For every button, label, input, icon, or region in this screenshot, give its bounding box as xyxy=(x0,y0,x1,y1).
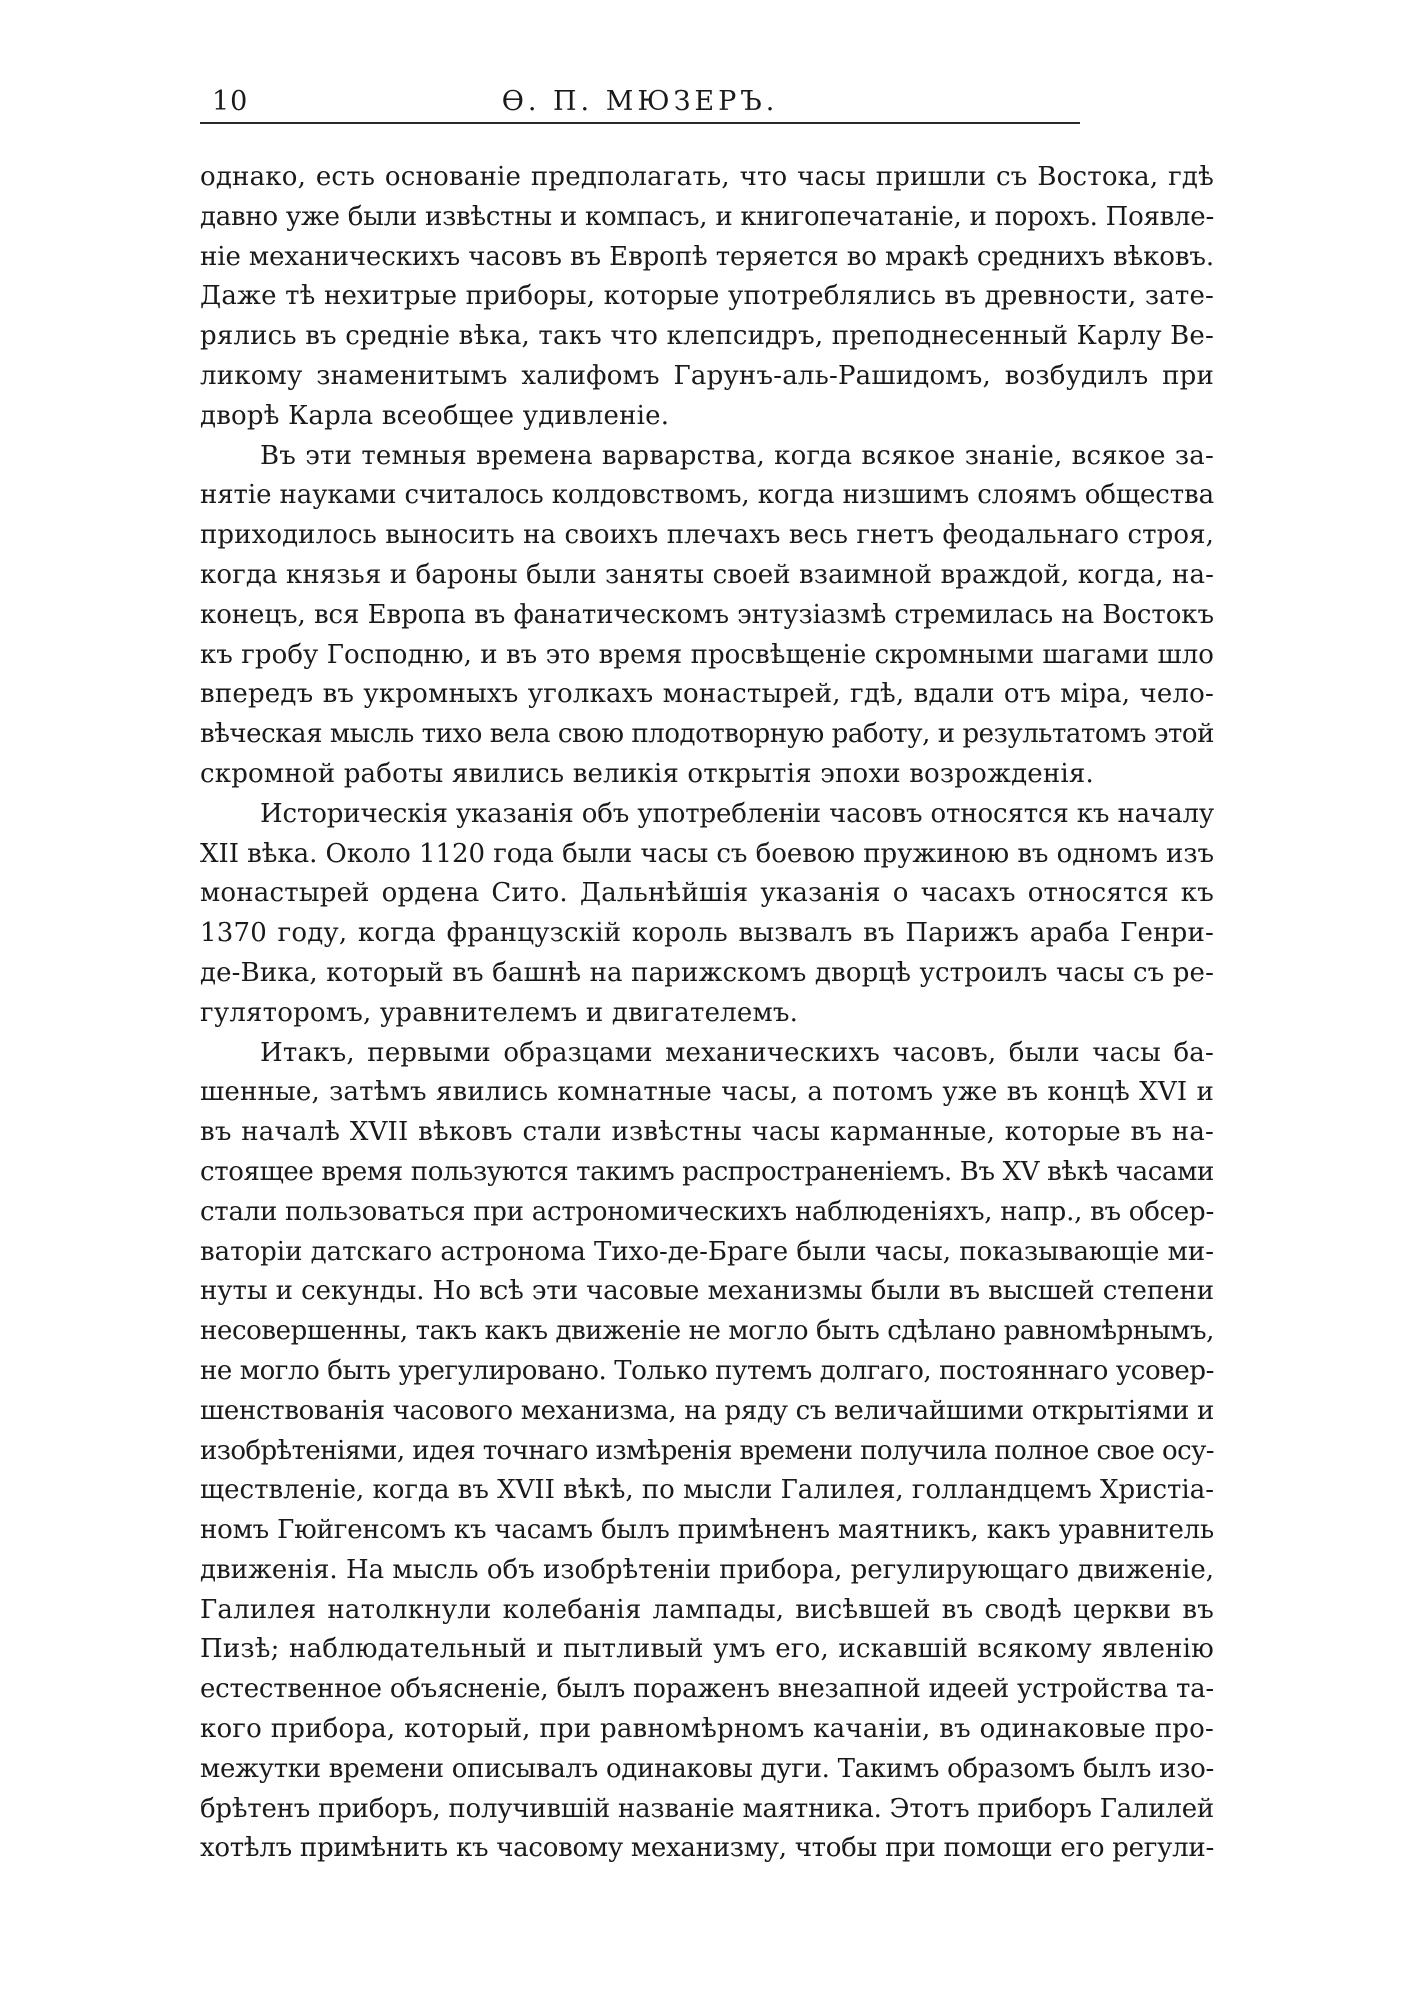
text-line: Въ эти темныя времена варварства, когда всякое знаніе, всякое за- xyxy=(260,440,1214,471)
text-line: рялись въ средніе вѣка, такъ что клепсидръ, преподнесенный Карлу Ве- xyxy=(200,321,1214,352)
paragraph-1 xyxy=(200,158,1214,437)
text-line: Итакъ, первыми образцами механическихъ часовъ, были часы ба- xyxy=(260,1037,1214,1068)
text-line: стали пользоваться при астрономическихъ наблюденіяхъ, напр., въ обсер- xyxy=(200,1196,1214,1227)
text-line: впередъ въ укромныхъ уголкахъ монастырей, гдѣ, вдали отъ міра, чело- xyxy=(200,679,1214,710)
page-header xyxy=(200,82,1080,124)
text-line: ніе механическихъ часовъ въ Европѣ теряется во мракѣ среднихъ вѣковъ. xyxy=(200,241,1214,272)
text-line: ществленіе, когда въ XVII вѣкѣ, по мысли Галилея, голландцемъ Христіа- xyxy=(200,1475,1214,1506)
text-line: ваторіи датскаго астронома Тихо-де-Браге были часы, показывающіе ми- xyxy=(200,1236,1214,1267)
text-line: къ гробу Господню, и въ это время просвѣщеніе скромными шагами шло xyxy=(200,639,1214,670)
text-line: однако, есть основаніе предполагать, что часы пришли съ Востока, гдѣ xyxy=(200,162,1214,192)
text-body xyxy=(200,158,1214,1869)
paragraph-3 xyxy=(200,795,1214,1034)
text-line: естественное объясненіе, былъ пораженъ внезапной идеей устройства та- xyxy=(200,1674,1214,1705)
running-title: Ѳ. П. МЮЗЕРЪ. xyxy=(501,86,779,117)
paragraph-2 xyxy=(200,437,1214,795)
text-line: шенствованія часового механизма, на ряду съ величайшими открытіями и xyxy=(200,1395,1214,1426)
text-line: приходилось выносить на своихъ плечахъ весь гнетъ феодальнаго строя, xyxy=(200,520,1214,551)
paragraph-4 xyxy=(200,1034,1214,1870)
text-line: 1370 году, когда французскій король вызвалъ въ Парижъ араба Генри- xyxy=(200,918,1214,949)
text-line: номъ Гюйгенсомъ къ часамъ былъ примѣненъ маятникъ, какъ уравнитель xyxy=(200,1515,1214,1546)
text-line: нятіе науками считалось колдовствомъ, когда низшимъ слоямъ общества xyxy=(200,480,1214,511)
text-line: давно уже были извѣстны и компасъ, и книгопечатаніе, и порохъ. Появле- xyxy=(200,201,1214,232)
text-line: монастырей ордена Сито. Дальнѣйшія указанія о часахъ относятся къ xyxy=(200,878,1214,909)
text-line: несовершенны, такъ какъ движеніе не могло быть сдѣлано равномѣрнымъ, xyxy=(200,1316,1214,1347)
text-line: въ началѣ XVII вѣковъ стали извѣстны часы карманные, которые въ на- xyxy=(200,1117,1214,1148)
text-line: скромной работы явились великія открытія эпохи возрожденія. xyxy=(200,758,1094,789)
text-line: де-Вика, который въ башнѣ на парижскомъ дворцѣ устроилъ часы съ ре- xyxy=(200,957,1214,988)
text-line: изобрѣтеніями, идея точнаго измѣренія времени получила полное свое осу- xyxy=(200,1435,1214,1466)
text-line: стоящее время пользуются такимъ распространеніемъ. Въ XV вѣкѣ часами xyxy=(200,1156,1214,1187)
text-line: вѣческая мысль тихо вела свою плодотворную работу, и результатомъ этой xyxy=(200,719,1214,750)
text-line: не могло быть урегулировано. Только путемъ долгаго, постояннаго усовер- xyxy=(200,1355,1214,1386)
text-line: когда князья и бароны были заняты своей взаимной враждой, когда, на- xyxy=(200,559,1214,590)
text-line: хотѣлъ примѣнить къ часовому механизму, чтобы при помощи его регули- xyxy=(200,1833,1214,1864)
text-line: нуты и секунды. Но всѣ эти часовые механизмы были въ высшей степени xyxy=(200,1276,1214,1307)
text-line: межутки времени описывалъ одинаковы дуги. Такимъ образомъ былъ изо- xyxy=(200,1753,1214,1784)
text-line: гуляторомъ, уравнителемъ и двигателемъ. xyxy=(200,997,799,1028)
text-line: кого прибора, который, при равномѣрномъ качаніи, въ одинаковые про- xyxy=(200,1714,1214,1745)
text-line: Даже тѣ нехитрые приборы, которые употреблялись въ древности, зате- xyxy=(200,281,1214,312)
text-line: движенія. На мысль объ изобрѣтеніи прибора, регулирующаго движеніе, xyxy=(200,1554,1214,1585)
text-line: брѣтенъ приборъ, получившій названіе маятника. Этотъ приборъ Галилей xyxy=(200,1793,1214,1824)
text-line: дворѣ Карла всеобщее удивленіе. xyxy=(200,400,670,431)
text-line: ликому знаменитымъ халифомъ Гарунъ-аль-Рашидомъ, возбудилъ при xyxy=(200,360,1214,391)
text-line: конецъ, вся Европа въ фанатическомъ энтузіазмѣ стремилась на Востокъ xyxy=(200,599,1214,630)
text-line: Историческія указанія объ употребленіи часовъ относятся къ началу xyxy=(260,798,1214,829)
text-line: Галилея натолкнули колебанія лампады, висѣвшей въ сводѣ церкви въ xyxy=(200,1594,1214,1625)
text-line: Пизѣ; наблюдательный и пытливый умъ его, искавшій всякому явленію xyxy=(200,1634,1214,1665)
text-line: XII вѣка. Около 1120 года были часы съ боевою пружиною въ одномъ изъ xyxy=(200,838,1214,869)
header-rule xyxy=(200,122,1080,124)
text-line: шенные, затѣмъ явились комнатные часы, а потомъ уже въ концѣ XVI и xyxy=(200,1077,1214,1108)
page-number: 10 xyxy=(212,86,249,117)
